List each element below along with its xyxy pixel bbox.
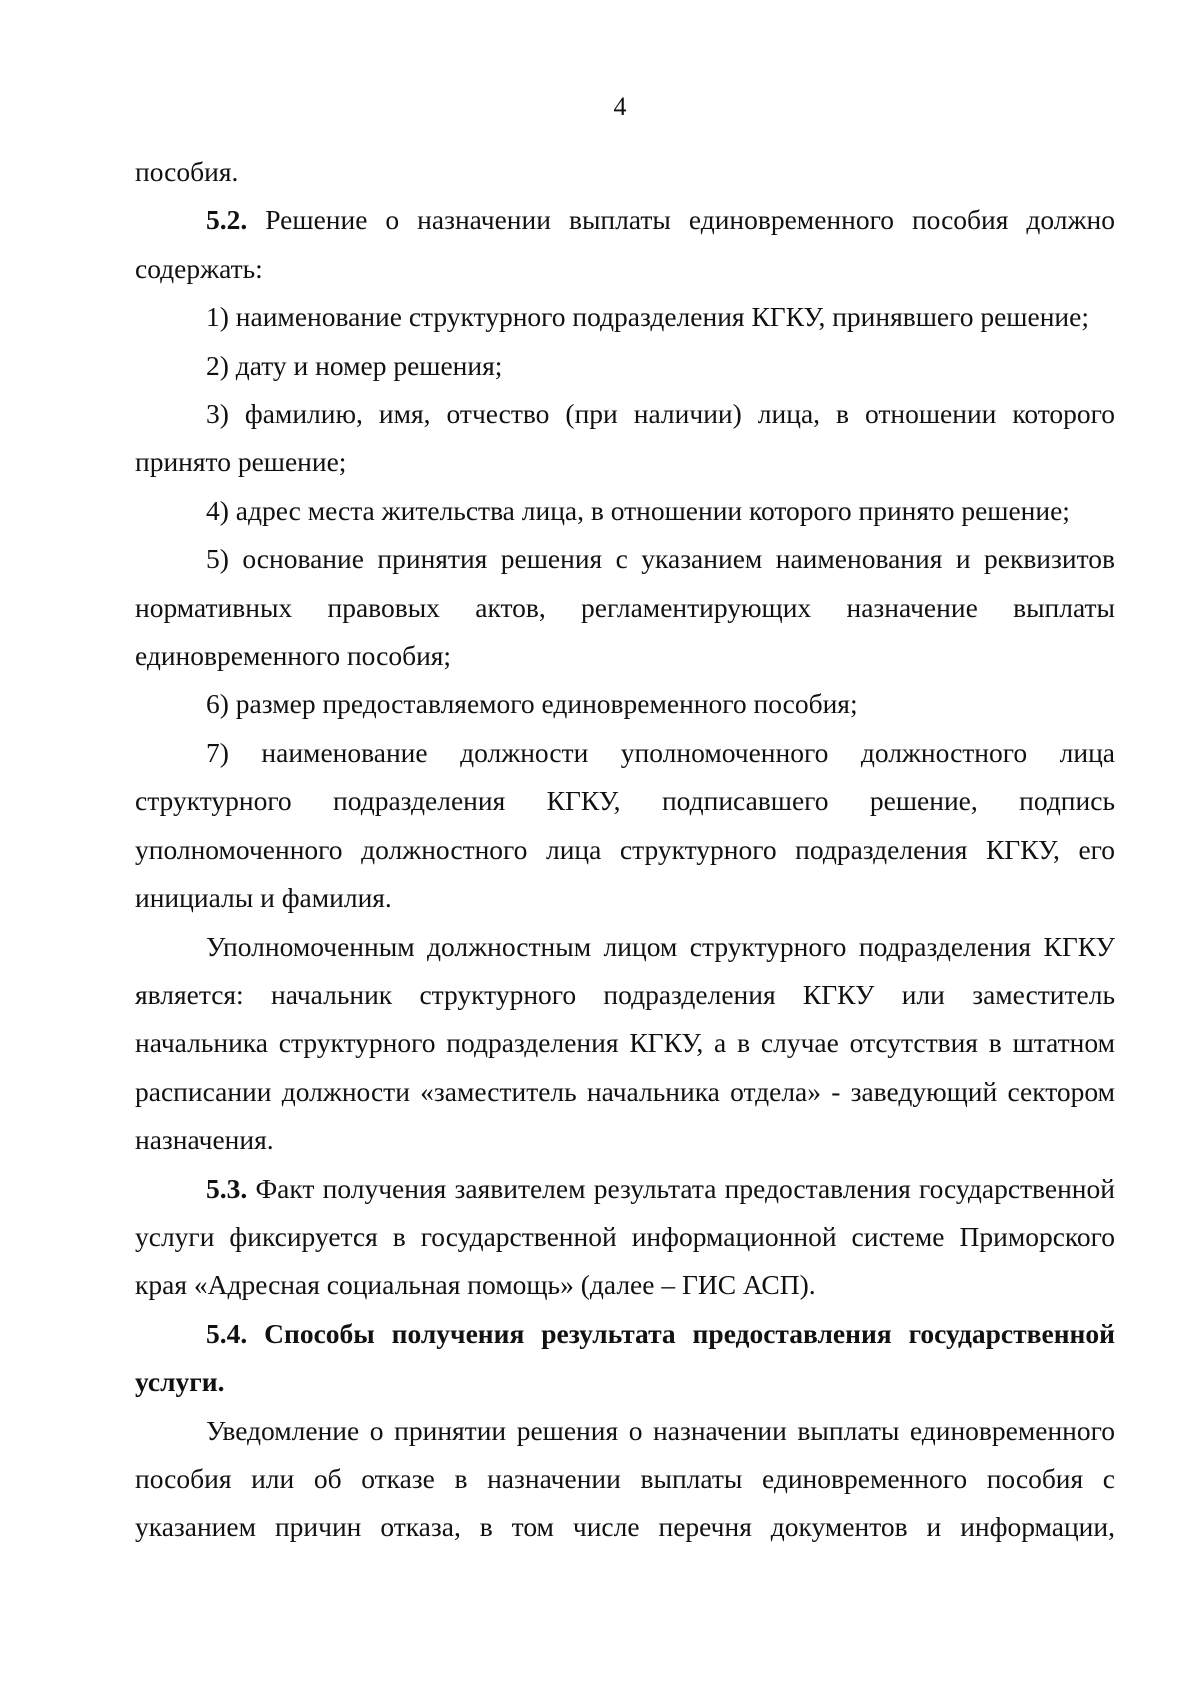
section-heading-5-4: 5.4. Способы получения результата предоставления государственной услуги.: [135, 1317, 1115, 1398]
page-number: 4: [613, 92, 627, 121]
section-number-5-2: 5.2.: [206, 204, 248, 236]
paragraph-5-3-text: Факт получения заявителем результата предоставления государственной услуги фиксируется в государственной информационной системе Приморского края «Адресная социальная помощь» (далее – ГИС АСП).: [135, 1172, 1115, 1301]
paragraph-5-3: [135, 1165, 1115, 1310]
list-item-2: 2) дату и номер решения;: [206, 349, 503, 381]
paragraph-5-2-text: Решение о назначении выплаты единовременного пособия должно содержать:: [135, 204, 1115, 284]
list-item-4: 4) адрес места жительства лица, в отношении которого принято решение;: [206, 494, 1070, 526]
paragraph-authorized-person: Уполномоченным должностным лицом структурного подразделения КГКУ является: начальник структурного подразделения КГКУ или заместитель начальника структурного подразделения КГКУ, а в случае отсутствия в штатном расписании должности «заместитель начальника отдела» - заведующий сектором назначения.: [135, 930, 1115, 1156]
list-item-1: 1) наименование структурного подразделения КГКУ, принявшего решение;: [206, 301, 1089, 333]
paragraph-continuation: пособия.: [135, 156, 239, 187]
list-item-7: 7) наименование должности уполномоченного должностного лица структурного подразделения КГКУ, подписавшего решение, подпись уполномоченного должностного лица структурного подразделения КГКУ, его инициалы и фамилия.: [135, 736, 1115, 914]
paragraph-notification: Уведомление о принятии решения о назначении выплаты единовременного пособия или об отказе в назначении выплаты единовременного пособия с указанием причин отказа, в том числе перечня документов и информации,: [135, 1414, 1115, 1543]
list-item-3: 3) фамилию, имя, отчество (при наличии) лица, в отношении которого принято решение;: [135, 398, 1115, 478]
document-body: [135, 148, 1115, 1552]
section-number-5-3: 5.3.: [206, 1172, 248, 1204]
paragraph-5-2: [135, 196, 1115, 293]
list-item-5: 5) основание принятия решения с указанием наименования и реквизитов нормативных правовых актов, регламентирующих назначение выплаты единовременного пособия;: [135, 543, 1115, 672]
list-item-6: 6) размер предоставляемого единовременного пособия;: [206, 688, 858, 720]
